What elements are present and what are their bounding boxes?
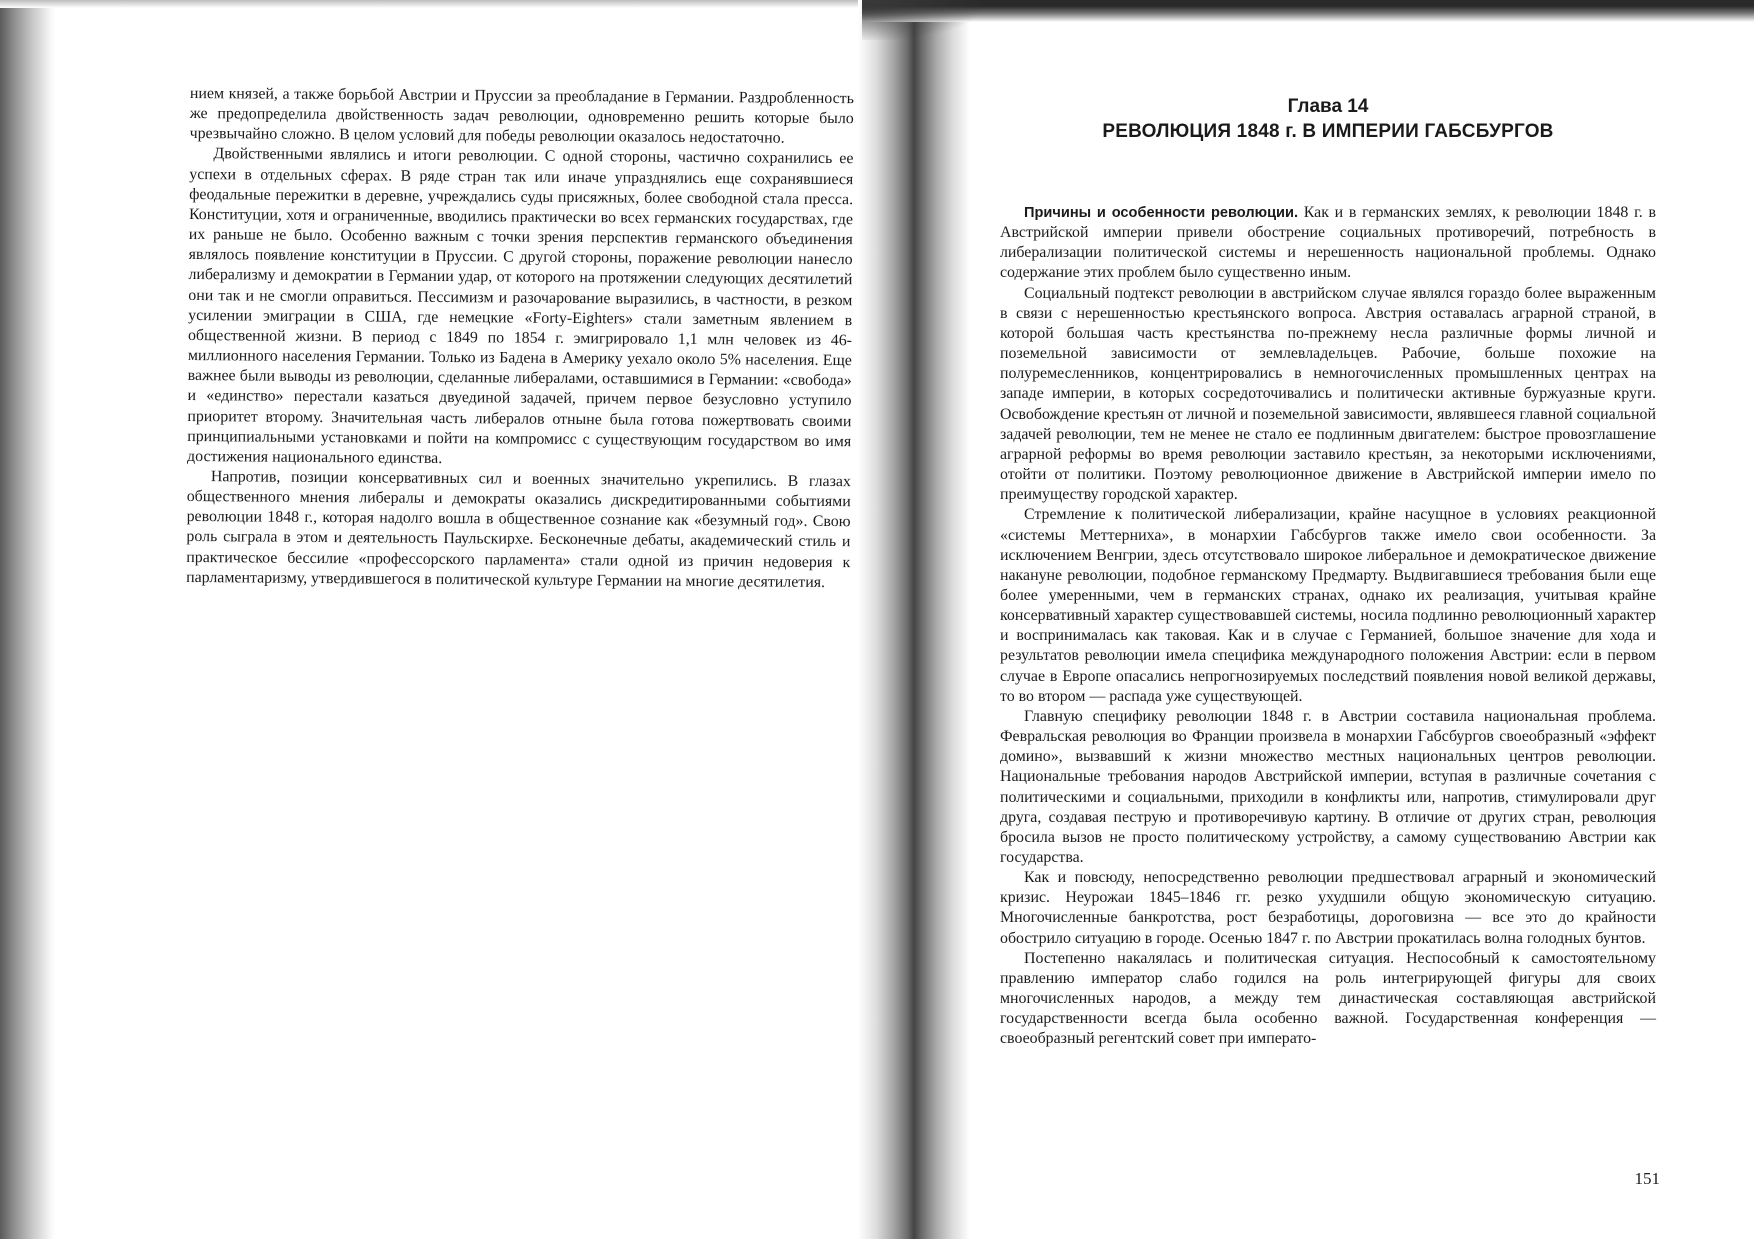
- page-number: 151: [1634, 1169, 1660, 1188]
- right-paragraph-2: Социальный подтекст революции в австрийском случае являлся гораздо более выраженным в связи с нерешенностью крестьянского вопроса. Австрия оставалась аграрной страной, в которой большая часть крестьянства по-прежнему несла различные формы личной и поземельной зависимости от землевладельцев. Рабочие, больше похожие на полуремесленников, концентрировались в немногочисленных промышленных центрах на западе империи, в которых сосредоточивались и политически активные буржуазные круги. Освобождение крестьян от личной и поземельной зависимости, являвшееся главной социальной задачей революции, тем не менее не стало ее подлинным двигателем: быстрое провозглашение аграрной реформы во время революции заставило крестьян, за некоторыми исключениями, отойти от политики. Поэтому революционное движение в Австрийской империи имело по преимуществу городской характер.: [1000, 284, 1656, 504]
- section-lead-heading: Причины и особенности революции.: [1024, 205, 1299, 221]
- right-paragraph-1: [1000, 203, 1656, 284]
- chapter-title: РЕВОЛЮЦИЯ 1848 г. В ИМПЕРИИ ГАБСБУРГОВ: [1102, 121, 1554, 142]
- left-paragraph-1: нием князей, а также борьбой Австрии и Пруссии за преобладание в Германии. Раздробленность же предопределила двойственность задач революции, одновременно решить которые было чрезвычайно сложно. В целом условий для победы революции оказалось недостаточно.: [189, 84, 854, 147]
- right-paragraph-6: Постепенно накалялась и политическая ситуация. Неспособный к самостоятельному правлению император слабо годился на роль интегрирующей фигуры для своих многочисленных народов, а между тем династическая составляющая австрийской государственности всегда была особенно важной. Государственная конференция — своеобразный регентский совет при императо-: [1000, 949, 1656, 1048]
- right-paragraph-3: Стремление к политической либерализации, крайне насущное в условиях реакционной «системы Меттерниха», в монархии Габсбургов также имело свои особенности. За исключением Венгрии, здесь отсутствовало широкое либеральное и демократическое движение накануне революции, подобное германскому Предмарту. Выдвигавшиеся требования были еще более умеренными, чем в германских странах, однако их реализация, учитывая крайне консервативный характер существовавшей системы, носила подлинно революционный характер и воспринималась как таковая. Как и в случае с Германией, большое значение для хода и результатов революции имела специфика международного положения Австрии: если в первом случае в Европе опасались непрогнозируемых последствий появления новой великой державы, то во втором — распада уже существующей.: [1000, 506, 1656, 705]
- right-page-body: [1000, 203, 1656, 1050]
- left-page-body: [186, 84, 854, 593]
- left-paragraph-3: Напротив, позиции консервативных сил и военных значительно укрепились. В глазах общественного мнения либералы и демократы оказались дискредитированными событиями революции 1848 г., которая надолго вошла в общественное сознание как «безумный год». Свою роль сыграла в этом и деятельность Паульскирхе. Бесконечные дебаты, академический стиль и практическое бессилие «профессорского парламента» стали одной из причин недоверия к парламентаризму, утвердившегося в политической культуре Германии на многие десятилетия.: [186, 468, 851, 591]
- chapter-number: Глава 14: [1287, 96, 1369, 117]
- right-paragraph-1-text: Как и в германских землях, к революции 1848 г. в Австрийской империи привели обострение социальных противоречий, потребность в либерализации политической системы и нерешенность национальной проблемы. Однако содержание этих проблем было существенно иным.: [1000, 204, 1657, 282]
- left-paragraph-2: Двойственными являлись и итоги революции. С одной стороны, частично сохранились ее успехи в отдельных сферах. В ряде стран так или иначе упразднялись еще сохранявшиеся феодальные пережитки в деревне, учреждались суды присяжных, более свободной стала пресса. Конституции, хотя и ограниченные, вводились практически во всех германских государствах, где их раньше не было. Особенно важным с точки зрения перспектив германского объединения являлось появление конституции в Пруссии. С другой стороны, поражение революции нанесло либерализму и демократии в Германии удар, от которого на протяжении следующих десятилетий они так и не смогли оправиться. Пессимизм и разочарование выразились, в частности, в резком усилении эмиграции в США, где немецкие «Forty-Eighters» стали заметным явлением в общественной жизни. В период с 1849 по 1854 г. эмигрировало 1,1 млн человек из 46-миллионного населения Германии. Только из Бадена в Америку уехало около 5% населения. Еще важнее были выводы из революции, сделанные либералами, оставшимися в Германии: «свобода» и «единство» перестали казаться двуединой задачей, причем первое безусловно уступило приоритет второму. Значительная часть либералов отныне была готова пожертвовать своими принципиальными установками и пойти на компромисс с существующим государством во имя достижения национального единства.: [187, 145, 854, 467]
- top-edge-shadow-right: [862, 0, 1754, 22]
- gutter-corner-shadow: [862, 0, 982, 40]
- left-edge-shadow: [0, 0, 55, 1239]
- right-paragraph-4: Главную специфику революции 1848 г. в Австрии составила национальная проблема. Февральская революция во Франции произвела в монархии Габсбургов своеобразный «эффект домино», вызвавший к жизни множество местных национальных центров революции. Национальные требования народов Австрийской империи, вступая в различные сочетания с политическими и социальными, приходили в конфликты или, напротив, стимулировали друг друга, создавая пеструю и противоречивую картину. В отличие от других стран, революция бросила вызов не просто политическому устройству, а самому существованию Австрии как государства.: [1000, 707, 1656, 866]
- top-edge-shadow-left: [0, 0, 860, 8]
- book-gutter-shadow: [858, 0, 970, 1239]
- right-paragraph-5: Как и повсюду, непосредственно революции предшествовал аграрный и экономический кризис. Неурожаи 1845–1846 гг. резко ухудшили общую экономическую ситуацию. Многочисленные банкротства, рост безработицы, дороговизна — все это до крайности обострило ситуацию в городе. Осенью 1847 г. по Австрии прокатилась волна голодных бунтов.: [1000, 869, 1656, 947]
